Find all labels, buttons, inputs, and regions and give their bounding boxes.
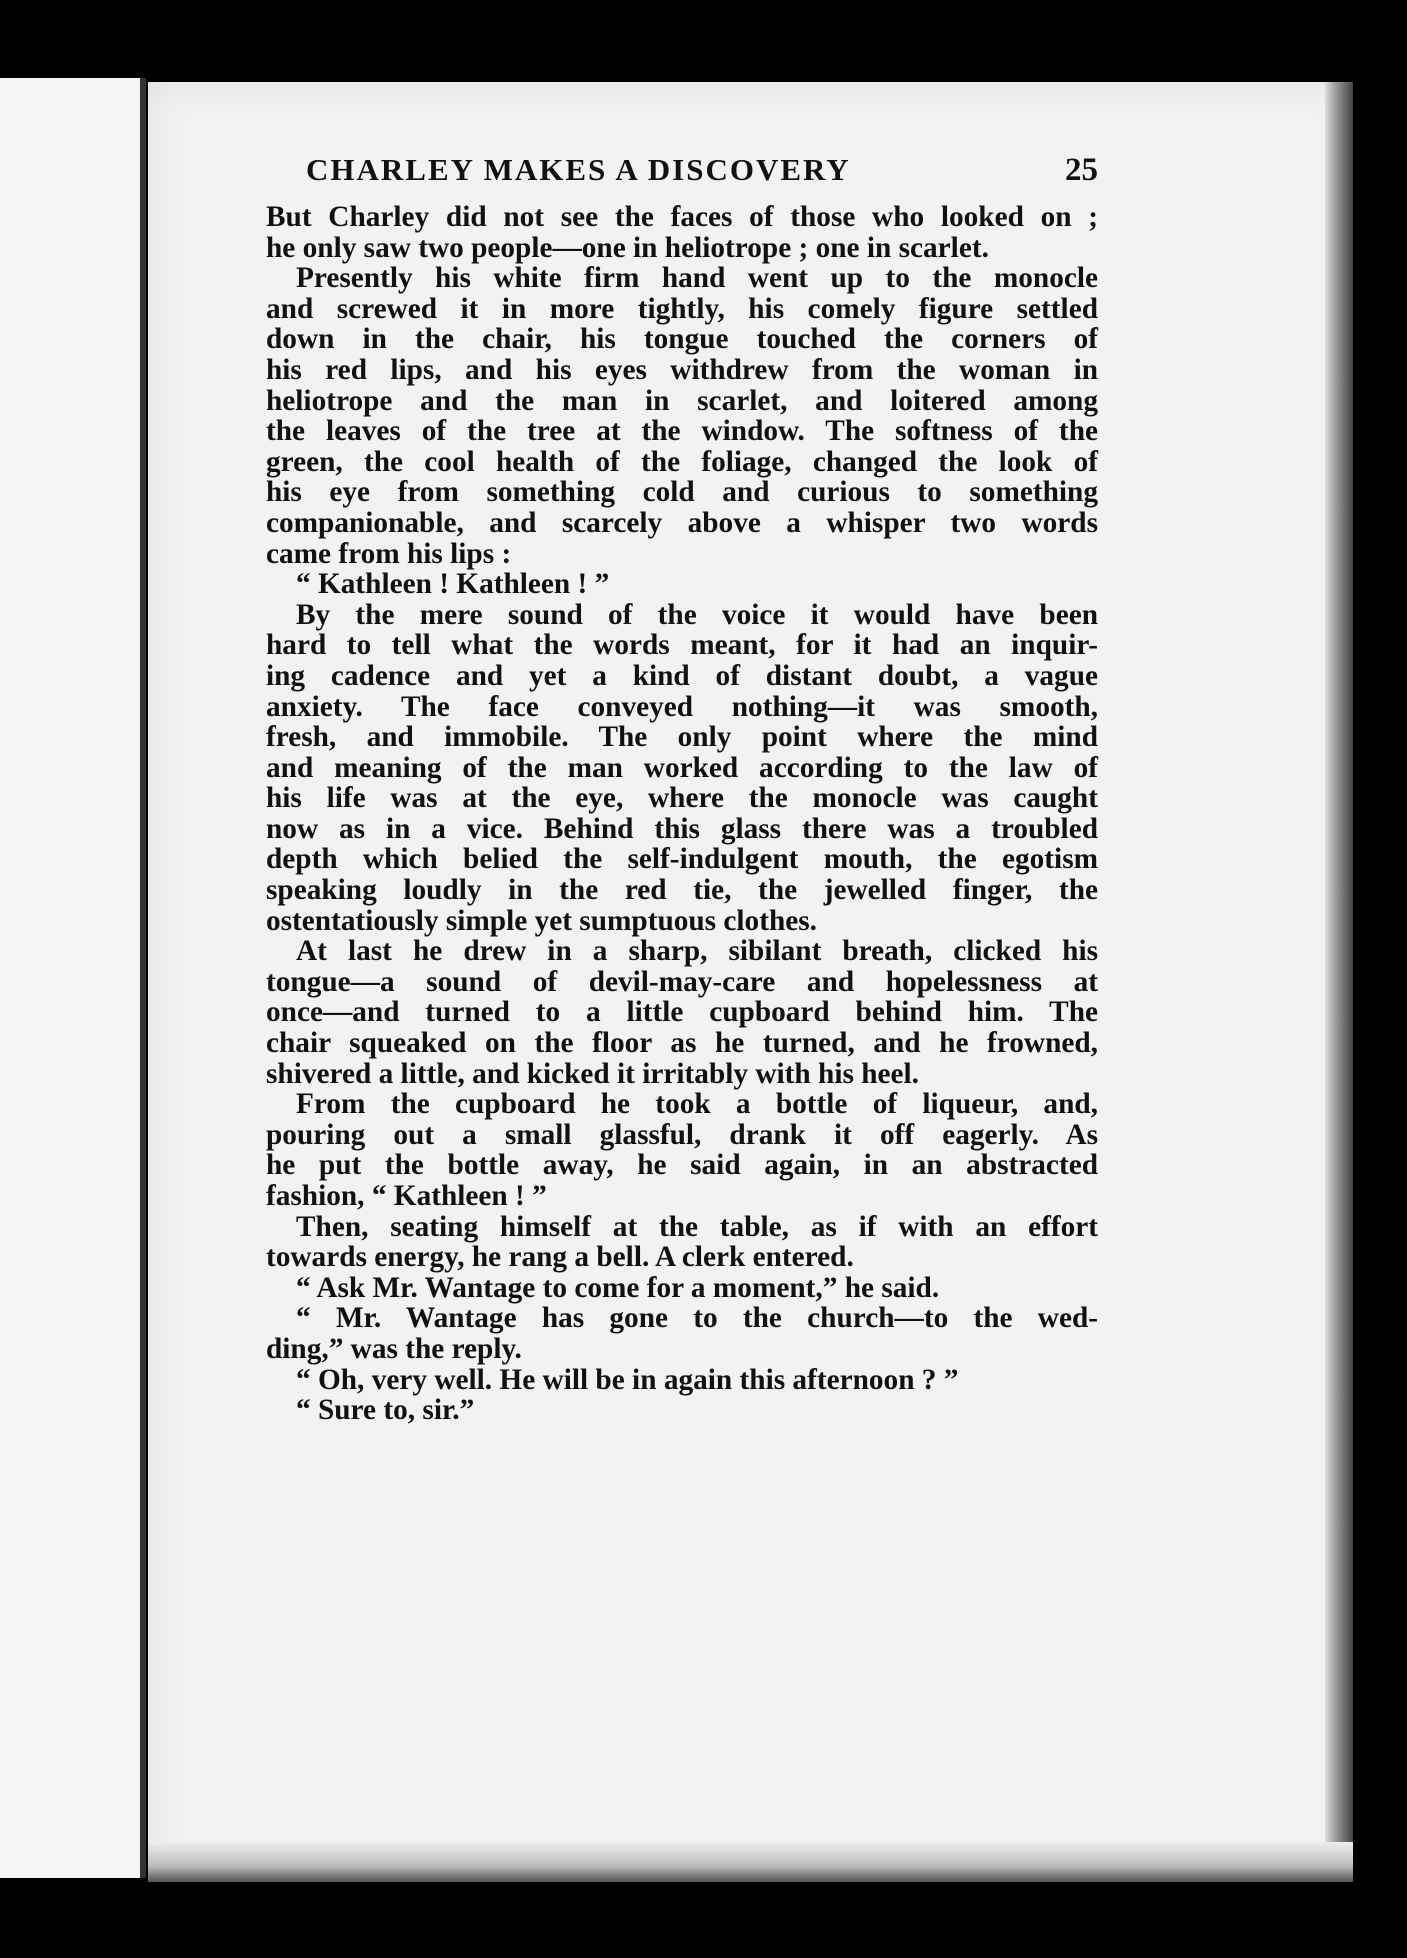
text-line: heliotrope and the man in scarlet, and loitered among [266, 384, 1098, 417]
paragraph [266, 1303, 1098, 1364]
text-line: “ Oh, very well. He will be in again this afternoon ? ” [296, 1363, 959, 1396]
text-line: chair squeaked on the floor as he turned, and he frowned, [266, 1027, 1098, 1060]
text-line: came from his lips : [266, 537, 512, 570]
text-line: ostentatiously simple yet sumptuous clothes. [266, 904, 817, 937]
paragraph [266, 600, 1098, 937]
text-line: his red lips, and his eyes withdrew from the woman in [266, 353, 1098, 386]
text-line: he only saw two people—one in heliotrope ; one in scarlet. [266, 231, 989, 264]
text-line: his life was at the eye, where the monocle was caught [266, 782, 1098, 815]
paragraph [266, 202, 1098, 263]
text-line: By the mere sound of the voice it would have been [296, 598, 1098, 631]
text-line: But Charley did not see the faces of those who looked on ; [266, 201, 1098, 233]
text-line: the leaves of the tree at the window. The softness of the [266, 415, 1098, 448]
text-line: At last he drew in a sharp, sibilant breath, clicked his [296, 935, 1098, 968]
body-text [266, 202, 1098, 1426]
paragraph [266, 569, 1098, 600]
text-line: his eye from something cold and curious to something [266, 476, 1098, 509]
text-line: depth which belied the self-indulgent mouth, the egotism [266, 843, 1098, 876]
page-bottom-edge [148, 1842, 1353, 1882]
text-line: “ Ask Mr. Wantage to come for a moment,” he said. [296, 1271, 940, 1304]
text-line: once—and turned to a little cupboard behind him. The [266, 996, 1098, 1029]
text-line: green, the cool health of the foliage, changed the look of [266, 445, 1098, 478]
page-right-edge [1325, 82, 1353, 1882]
paragraph [266, 1089, 1098, 1211]
text-line: companionable, and scarcely above a whisper two words [266, 506, 1098, 539]
text-line: From the cupboard he took a bottle of liqueur, and, [296, 1088, 1098, 1121]
text-line: anxiety. The face conveyed nothing—it was smooth, [266, 690, 1098, 723]
text-line: and screwed it in more tightly, his comely figure settled [266, 292, 1098, 325]
text-line: Presently his white firm hand went up to the monocle [296, 262, 1098, 295]
text-line: “ Kathleen ! Kathleen ! ” [296, 568, 610, 601]
text-line: hard to tell what the words meant, for it had an inquir- [266, 629, 1098, 662]
text-line: pouring out a small glassful, drank it off eagerly. As [266, 1118, 1098, 1151]
page-number: 25 [1065, 152, 1098, 188]
left-page-edge [0, 78, 146, 1878]
text-line: fashion, “ Kathleen ! ” [266, 1180, 547, 1212]
text-line: ing cadence and yet a kind of distant doubt, a vague [266, 659, 1098, 692]
text-line: speaking loudly in the red tie, the jewelled finger, the [266, 874, 1098, 907]
text-line: now as in a vice. Behind this glass there was a troubled [266, 812, 1098, 845]
paragraph [266, 1273, 1098, 1304]
running-header [266, 152, 1098, 189]
paragraph [266, 936, 1098, 1089]
text-line: ding,” was the reply. [266, 1332, 522, 1365]
text-line: tongue—a sound of devil-may-care and hopelessness at [266, 965, 1098, 998]
text-line: Then, seating himself at the table, as if with an effort [296, 1210, 1098, 1243]
text-line: down in the chair, his tongue touched the corners of [266, 323, 1098, 356]
text-line: he put the bottle away, he said again, in an abstracted [266, 1149, 1098, 1182]
text-line: “ Mr. Wantage has gone to the church—to the wed- [296, 1302, 1098, 1335]
text-line: towards energy, he rang a bell. A clerk entered. [266, 1241, 854, 1274]
text-line: shivered a little, and kicked it irritably with his heel. [266, 1057, 919, 1090]
text-line: “ Sure to, sir.” [296, 1394, 475, 1427]
text-line: and meaning of the man worked according to the law of [266, 751, 1098, 784]
paragraph [266, 1212, 1098, 1273]
paragraph [266, 263, 1098, 569]
text-line: fresh, and immobile. The only point where the mind [266, 721, 1098, 754]
running-title: CHARLEY MAKES A DISCOVERY [306, 152, 851, 187]
paragraph [266, 1395, 1098, 1426]
paragraph [266, 1365, 1098, 1396]
